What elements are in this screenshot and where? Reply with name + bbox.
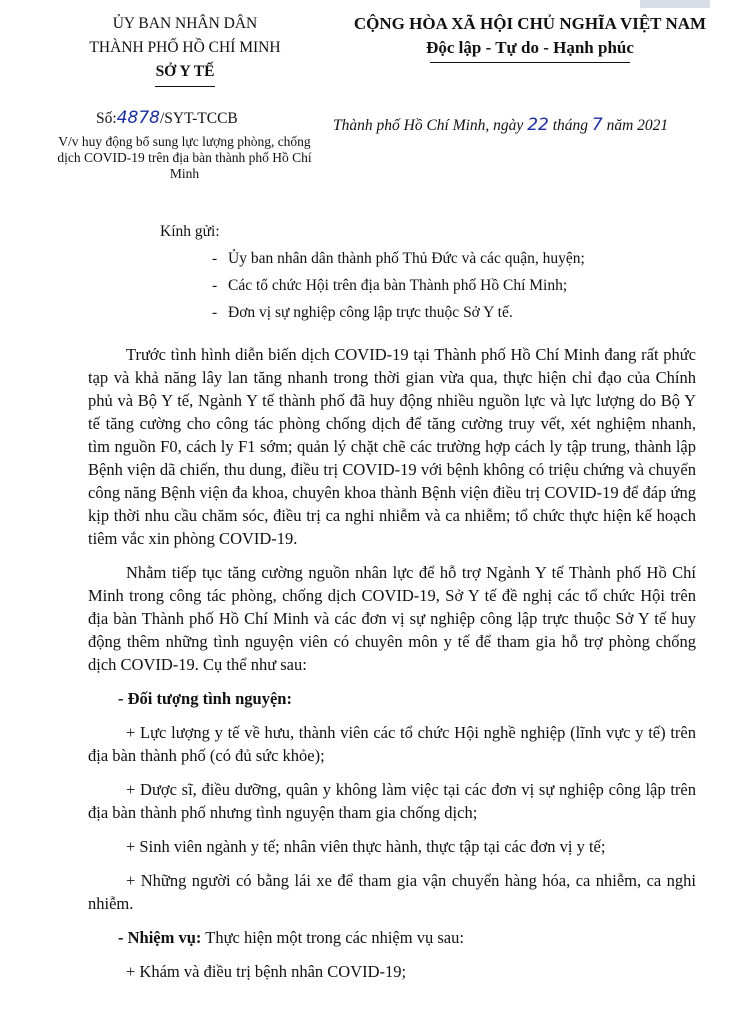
recipient-item: - Ủy ban nhân dân thành phố Thủ Đức và các quận, huyện; (160, 245, 585, 272)
tasks-intro: Thực hiện một trong các nhiệm vụ sau: (201, 928, 464, 947)
volunteer-item: + Những người có bằng lái xe để tham gia vận chuyển hàng hóa, ca nhiễm, ca nghi nhiễm. (88, 871, 696, 913)
country-name: CỘNG HÒA XÃ HỘI CHỦ NGHĨA VIỆT NAM (353, 14, 707, 33)
date-day: 22 (527, 115, 549, 135)
authority-department: SỞ Y TẾ (155, 63, 215, 80)
volunteer-item: + Lực lượng y tế về hưu, thành viên các tổ chức Hội nghề nghiệp (lĩnh vực y tế) trên địa bàn thành phố (có đủ sức khỏe); (88, 723, 696, 765)
volunteer-item: + Sinh viên ngành y tế; nhân viên thực hành, thực tập tại các đơn vị y tế; (126, 837, 606, 856)
body-paragraph: Trước tình hình diễn biến dịch COVID-19 tại Thành phố Hồ Chí Minh đang rất phức tạp và khả năng lây lan tăng nhanh trong thời gian vừa qua, thực hiện chỉ đạo của Chính phủ và Bộ Y tế, Ngành Y tế thành phố đã huy động nhiều nguồn lực và lực lượng do Bộ Y tế tăng cường cho công tác phòng chống dịch để tăng cường truy vết, xét nghiệm nhanh, tìm nguồn F0, cách ly F1 sớm; quản lý chặt chẽ các trường hợp cách ly tập trung, thành lập Bệnh viện dã chiến, thu dung, điều trị COVID-19 với bệnh không có triệu chứng và chuyển công năng Bệnh viện đa khoa, chuyên khoa thành Bệnh viện điều trị COVID-19 để đáp ứng kịp thời nhu cầu chăm sóc, điều trị ca nghi nhiễm và ca nhiễm; tổ chức thực hiện kế hoạch tiêm vắc xin phòng COVID-19. (88, 345, 696, 548)
volunteers-heading: - Đối tượng tình nguyện: (118, 689, 292, 708)
date-prefix: Thành phố Hồ Chí Minh, ngày (333, 117, 524, 134)
motto-underline (430, 62, 630, 63)
task-item: + Khám và điều trị bệnh nhân COVID-19; (126, 962, 407, 981)
document-number-handwritten: 4878 (116, 108, 160, 128)
recipients-label: Kính gửi: (160, 223, 220, 240)
tasks-heading-line (118, 926, 696, 949)
date-month-label: tháng (552, 117, 589, 134)
recipients-block (160, 218, 585, 326)
body-paragraph: Nhằm tiếp tục tăng cường nguồn nhân lực để hỗ trợ Ngành Y tế Thành phố Hồ Chí Minh trong công tác phòng, chống dịch COVID-19, Sở Y tế đề nghị các tổ chức Hội trên địa bàn Thành phố Hồ Chí Minh và các đơn vị sự nghiệp công lập trực thuộc Sở Y tế huy động thêm những tình nguyện viên có chuyên môn y tế để tham gia hỗ trợ phòng chống dịch COVID-19. Cụ thể như sau: (88, 563, 696, 674)
recipient-item: - Các tổ chức Hội trên địa bàn Thành phố Hồ Chí Minh; (160, 272, 585, 299)
document-number-prefix: Số: (96, 110, 117, 127)
national-motto (330, 12, 730, 63)
document-number (96, 108, 238, 128)
date-month: 7 (591, 115, 603, 135)
authority-line-2: THÀNH PHỐ HỒ CHÍ MINH (89, 39, 281, 56)
authority-underline (155, 86, 215, 87)
tasks-heading: - Nhiệm vụ: (118, 928, 202, 947)
authority-line-1: ỦY BAN NHÂN DÂN (112, 15, 258, 32)
document-number-suffix: /SYT-TCCB (159, 110, 238, 127)
document-date (333, 115, 728, 135)
date-year: năm 2021 (606, 117, 669, 134)
document-subject: V/v huy động bổ sung lực lượng phòng, chống dịch COVID-19 trên địa bàn thành phố Hồ Chí Minh (57, 134, 312, 181)
volunteer-item: + Dược sĩ, điều dưỡng, quân y không làm việc tại các đơn vị sự nghiệp công lập trên địa bàn thành phố nhưng tình nguyện tham gia chống dịch; (88, 780, 696, 822)
recipient-item: - Đơn vị sự nghiệp công lập trực thuộc Sở Y tế. (160, 299, 585, 326)
document-body (88, 343, 696, 994)
issuing-authority (50, 12, 320, 87)
scan-stamp-mark (640, 0, 710, 8)
motto-line: Độc lập - Tự do - Hạnh phúc (426, 38, 634, 57)
